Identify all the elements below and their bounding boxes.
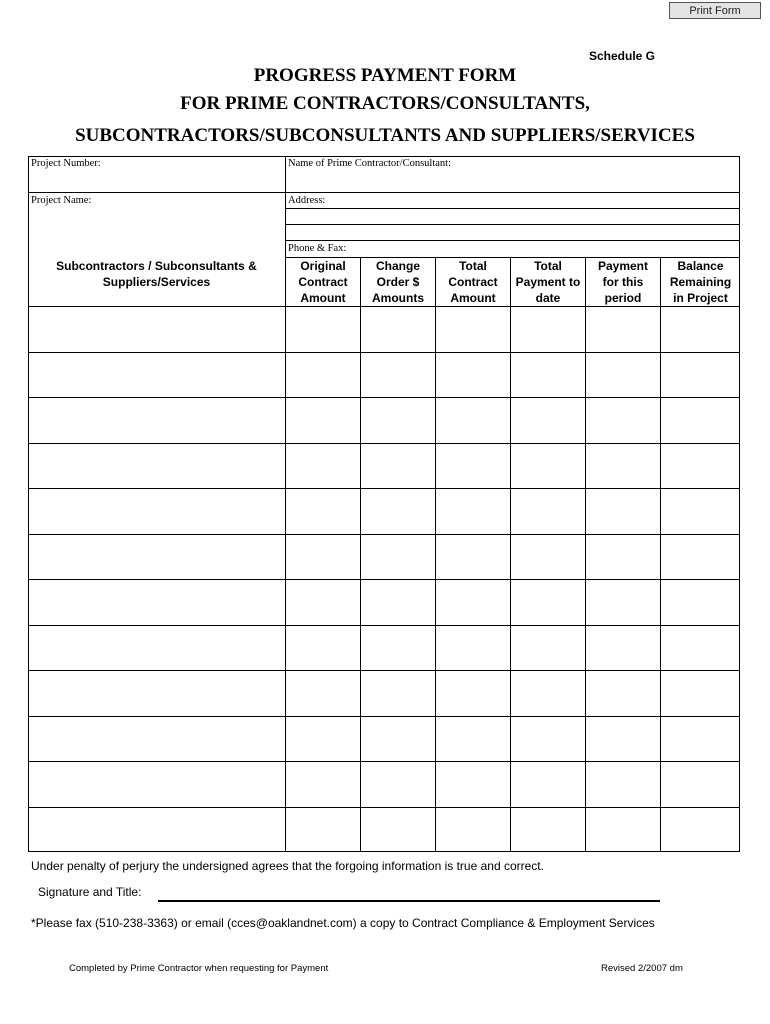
table-cell-change[interactable] [361, 535, 435, 579]
table-cell-original[interactable] [286, 444, 360, 488]
table-cell-period[interactable] [586, 671, 660, 715]
table-cell-original[interactable] [286, 762, 360, 806]
table-cell-change[interactable] [361, 626, 435, 670]
table-cell-sub[interactable] [29, 489, 285, 533]
table-cell-change[interactable] [361, 444, 435, 488]
table-cell-balance[interactable] [661, 307, 740, 351]
table-cell-change[interactable] [361, 808, 435, 852]
table-cell-total-contract[interactable] [436, 671, 510, 715]
divider [28, 192, 740, 193]
col-header-line: Payment [597, 259, 649, 273]
table-cell-sub[interactable] [29, 444, 285, 488]
col-header-line: Total [534, 259, 562, 273]
table-cell-original[interactable] [286, 717, 360, 761]
address-input-line-2[interactable] [288, 210, 740, 225]
table-cell-period[interactable] [586, 580, 660, 624]
table-cell-sub[interactable] [29, 717, 285, 761]
table-cell-original[interactable] [286, 808, 360, 852]
col-header-subcontractors [28, 258, 285, 306]
table-cell-total-paid[interactable] [511, 671, 585, 715]
table-cell-original[interactable] [286, 580, 360, 624]
col-header-line: Total [459, 259, 487, 273]
table-cell-total-paid[interactable] [511, 535, 585, 579]
form-title-line-2: FOR PRIME CONTRACTORS/CONSULTANTS, [180, 93, 590, 114]
table-cell-original[interactable] [286, 353, 360, 397]
table-cell-balance[interactable] [661, 580, 740, 624]
col-header-line: Contract [448, 275, 498, 289]
table-cell-total-contract[interactable] [436, 444, 510, 488]
table-cell-change[interactable] [361, 489, 435, 533]
table-cell-balance[interactable] [661, 535, 740, 579]
footer-note: Completed by Prime Contractor when requesting for Payment [69, 963, 329, 974]
table-cell-total-paid[interactable] [511, 808, 585, 852]
table-cell-total-contract[interactable] [436, 398, 510, 442]
table-cell-total-paid[interactable] [511, 398, 585, 442]
col-header-total-contract [436, 258, 510, 306]
table-cell-change[interactable] [361, 307, 435, 351]
col-header-line: Amounts [372, 291, 424, 305]
col-header-balance-remaining [661, 258, 740, 306]
table-cell-sub[interactable] [29, 353, 285, 397]
signature-line [158, 900, 660, 902]
table-cell-period[interactable] [586, 489, 660, 533]
col-header-line: in Project [673, 291, 728, 305]
phone-fax-label: Phone & Fax: [288, 243, 347, 254]
table-cell-change[interactable] [361, 398, 435, 442]
table-cell-balance[interactable] [661, 353, 740, 397]
revision-note: Revised 2/2007 dm [601, 963, 683, 974]
table-cell-total-contract[interactable] [436, 535, 510, 579]
table-cell-original[interactable] [286, 671, 360, 715]
perjury-statement: Under penalty of perjury the undersigned agrees that the forgoing information is true and correct. [31, 859, 544, 873]
table-cell-original[interactable] [286, 307, 360, 351]
table-cell-balance[interactable] [661, 626, 740, 670]
col-header-line: Payment to [515, 275, 581, 289]
address-input-line-3[interactable] [288, 226, 740, 241]
table-cell-sub[interactable] [29, 808, 285, 852]
prime-contractor-name-label: Name of Prime Contractor/Consultant: [288, 158, 452, 169]
table-cell-total-contract[interactable] [436, 580, 510, 624]
project-name-label: Project Name: [31, 195, 92, 206]
table-cell-change[interactable] [361, 671, 435, 715]
table-cell-total-contract[interactable] [436, 717, 510, 761]
col-header-change-order [361, 258, 435, 306]
table-cell-balance[interactable] [661, 398, 740, 442]
col-header-line: Original [300, 259, 346, 273]
project-number-label: Project Number: [31, 158, 101, 169]
table-cell-total-paid[interactable] [511, 762, 585, 806]
table-cell-total-paid[interactable] [511, 444, 585, 488]
table-cell-change[interactable] [361, 717, 435, 761]
form-title-line-1: PROGRESS PAYMENT FORM [253, 65, 517, 86]
address-input-line-1[interactable] [335, 194, 739, 209]
table-cell-total-contract[interactable] [436, 808, 510, 852]
table-cell-total-contract[interactable] [436, 626, 510, 670]
col-header-line: Balance [677, 259, 724, 273]
table-cell-change[interactable] [361, 580, 435, 624]
col-header-original-contract [286, 258, 360, 306]
phone-fax-input[interactable] [355, 242, 739, 257]
col-header-line: Contract [298, 275, 348, 289]
form-title-line-3: SUBCONTRACTORS/SUBCONSULTANTS AND SUPPLIERS/SERVICES [75, 125, 695, 146]
col-header-payment-period [586, 258, 660, 306]
table-cell-sub[interactable] [29, 762, 285, 806]
address-label: Address: [288, 195, 326, 206]
table-cell-period[interactable] [586, 717, 660, 761]
table-cell-period[interactable] [586, 762, 660, 806]
col-header-line: date [535, 291, 561, 305]
table-cell-sub[interactable] [29, 535, 285, 579]
prime-contractor-name-input[interactable] [288, 172, 740, 192]
table-cell-total-paid[interactable] [511, 717, 585, 761]
table-cell-balance[interactable] [661, 444, 740, 488]
col-header-total-payment [511, 258, 585, 306]
table-cell-original[interactable] [286, 535, 360, 579]
table-cell-total-paid[interactable] [511, 489, 585, 533]
table-cell-balance[interactable] [661, 671, 740, 715]
col-header-line: Order $ [376, 275, 420, 289]
fax-note: *Please fax (510-238-3363) or email (cces@oaklandnet.com) a copy to Contract Compliance & Employment Services [31, 916, 655, 930]
table-cell-sub[interactable] [29, 307, 285, 351]
table-cell-total-paid[interactable] [511, 353, 585, 397]
table-cell-sub[interactable] [29, 580, 285, 624]
print-form-button[interactable]: Print Form [669, 2, 761, 19]
table-cell-period[interactable] [586, 444, 660, 488]
project-number-input[interactable] [31, 172, 285, 192]
table-cell-period[interactable] [586, 808, 660, 852]
col-header-line: Suppliers/Services [102, 275, 211, 289]
table-cell-total-contract[interactable] [436, 353, 510, 397]
col-header-line: Change [375, 259, 420, 273]
table-cell-total-contract[interactable] [436, 489, 510, 533]
col-header-line: Subcontractors / Subconsultants & [56, 259, 257, 273]
table-cell-period[interactable] [586, 626, 660, 670]
table-cell-balance[interactable] [661, 808, 740, 852]
table-cell-total-paid[interactable] [511, 626, 585, 670]
table-cell-total-contract[interactable] [436, 307, 510, 351]
table-cell-change[interactable] [361, 353, 435, 397]
table-cell-period[interactable] [586, 307, 660, 351]
project-name-input[interactable] [31, 210, 285, 230]
table-cell-period[interactable] [586, 398, 660, 442]
col-header-line: Amount [300, 291, 346, 305]
table-cell-period[interactable] [586, 353, 660, 397]
table-cell-balance[interactable] [661, 717, 740, 761]
signature-input[interactable] [160, 883, 662, 901]
table-cell-original[interactable] [286, 398, 360, 442]
table-cell-original[interactable] [286, 626, 360, 670]
table-cell-change[interactable] [361, 762, 435, 806]
col-header-line: Amount [450, 291, 496, 305]
table-cell-sub[interactable] [29, 671, 285, 715]
table-cell-balance[interactable] [661, 489, 740, 533]
col-header-line: period [604, 291, 642, 305]
signature-label: Signature and Title: [38, 885, 142, 899]
table-cell-total-contract[interactable] [436, 762, 510, 806]
table-cell-original[interactable] [286, 489, 360, 533]
table-cell-total-paid[interactable] [511, 307, 585, 351]
table-cell-balance[interactable] [661, 762, 740, 806]
table-cell-sub[interactable] [29, 626, 285, 670]
table-cell-period[interactable] [586, 535, 660, 579]
table-cell-sub[interactable] [29, 398, 285, 442]
table-cell-total-paid[interactable] [511, 580, 585, 624]
col-header-line: for this [602, 275, 644, 289]
col-header-line: Remaining [669, 275, 732, 289]
schedule-label: Schedule G [589, 49, 656, 63]
